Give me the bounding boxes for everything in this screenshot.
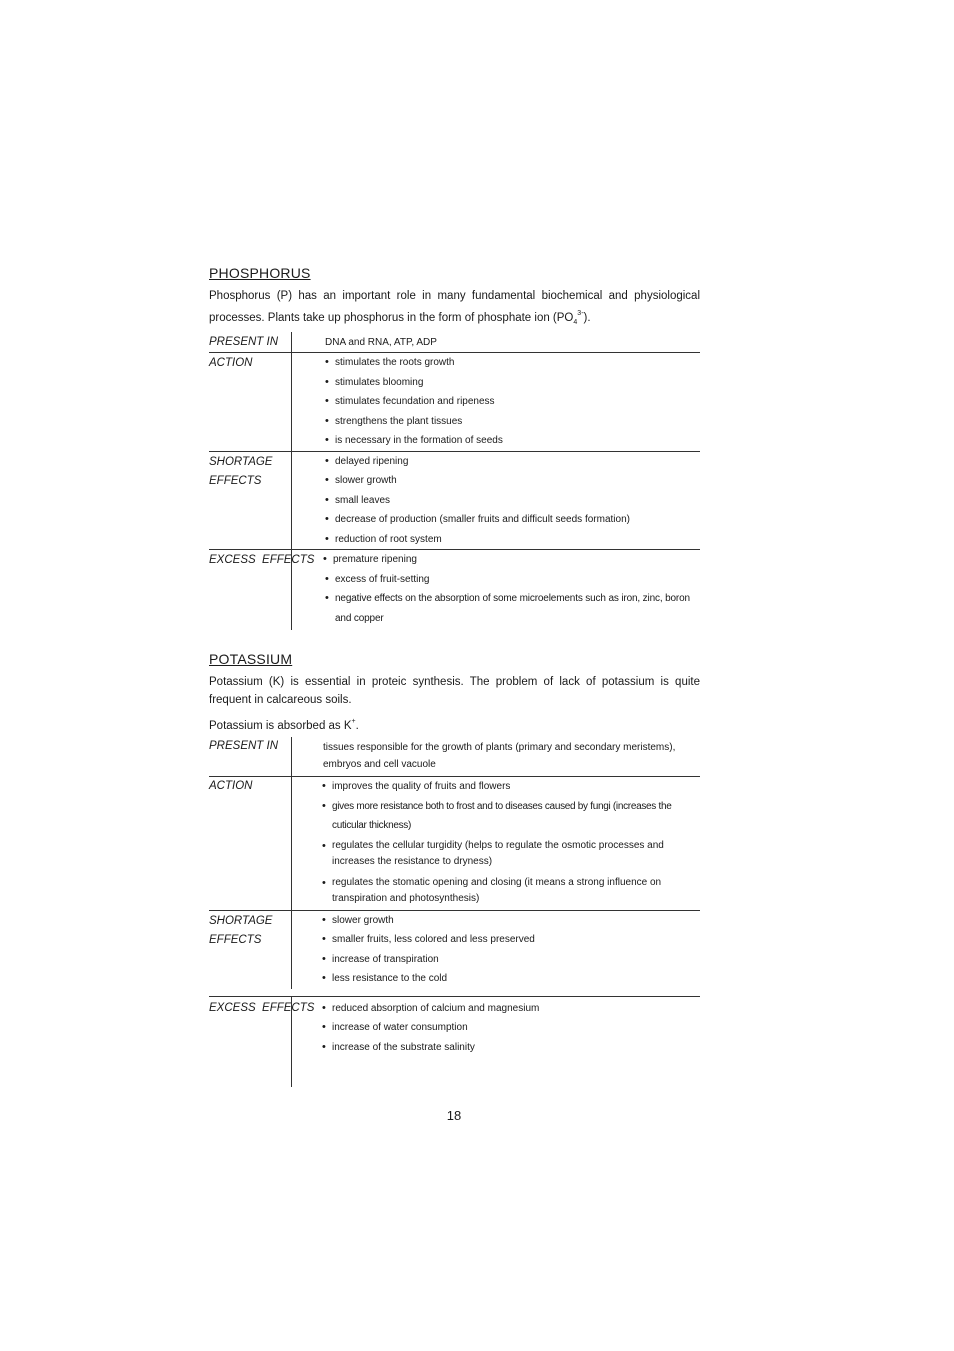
list-item: • increase of transpiration — [322, 950, 700, 970]
bullet-icon: • — [325, 513, 329, 525]
bullet-icon: • — [325, 572, 329, 585]
list-item: • increase of water consumption — [322, 1018, 700, 1038]
potassium-table — [209, 737, 700, 1087]
table-row — [209, 737, 700, 777]
bullet-icon: • — [323, 553, 327, 565]
table-row — [209, 777, 700, 911]
bullet-icon: • — [322, 1001, 326, 1014]
list-item: • slower growth — [325, 471, 700, 491]
bullet-icon: • — [322, 780, 326, 792]
bullet-icon: • — [322, 876, 326, 889]
list-item: • slower growth — [322, 911, 700, 931]
list-item: • negative effects on the absorption of some microelements such as iron, zinc, boron and copper — [323, 589, 700, 628]
bullet-icon: • — [325, 454, 329, 467]
list-item: • stimulates fecundation and ripeness — [325, 392, 700, 412]
list-item: • decrease of production (smaller fruits and difficult seeds formation) — [325, 510, 700, 530]
list-item: • stimulates blooming — [325, 373, 700, 393]
list-item: • regulates the stomatic opening and closing (it means a strong influence on transpiration and photosynthesis) — [322, 873, 700, 910]
row-label-present-in: PRESENT IN — [209, 336, 279, 348]
bullet-icon: • — [325, 395, 329, 407]
list-item: • increase of the substrate salinity — [322, 1038, 700, 1058]
bullet-icon: • — [325, 592, 329, 604]
table-row — [209, 911, 700, 997]
row-label-action: ACTION — [209, 780, 253, 792]
bullet-icon: • — [322, 1040, 326, 1053]
list-item: • delayed ripening — [325, 452, 700, 472]
phosphorus-section — [209, 265, 700, 630]
bullet-icon: • — [322, 972, 326, 984]
bullet-icon: • — [325, 532, 329, 545]
present-in-value: DNA and RNA, ATP, ADP — [325, 337, 437, 348]
bullet-icon: • — [325, 434, 329, 446]
bullet-icon: • — [325, 356, 329, 368]
list-item: • premature ripening — [323, 550, 700, 570]
table-row — [209, 997, 700, 1087]
bullet-icon: • — [325, 493, 329, 506]
list-item: • strengthens the plant tissues — [325, 412, 700, 432]
bullet-icon: • — [322, 839, 326, 852]
phosphorus-intro: Phosphorus (P) has an important role in many fundamental biochemical and physiological processes. Plants take up phosphorus in the form of phosphate ion $(PO_4^{3-})$. — [209, 290, 700, 326]
page-number: 18 — [446, 1108, 462, 1123]
row-label-action: ACTION — [209, 357, 253, 369]
potassium-section — [209, 651, 700, 1087]
list-item: • small leaves — [325, 491, 700, 511]
present-in-value: tissues responsible for the growth of plants (primary and secondary meristems), embryos and cell vacuole — [323, 742, 676, 770]
list-item: • improves the quality of fruits and flowers — [322, 777, 700, 797]
list-item: • smaller fruits, less colored and less preserved — [322, 930, 700, 950]
phosphorus-title: PHOSPHORUS — [209, 265, 311, 281]
table-row — [209, 332, 700, 353]
phosphorus-table — [209, 332, 700, 630]
potassium-absorbed: Potassium is absorbed as K+. — [209, 718, 359, 732]
row-label-excess-effects: EXCESS EFFECTS — [209, 554, 315, 566]
table-row — [209, 353, 700, 452]
table-row — [209, 550, 700, 630]
list-item: • is necessary in the formation of seeds — [325, 431, 700, 451]
list-item: • reduction of root system — [325, 530, 700, 550]
bullet-icon: • — [325, 375, 329, 388]
table-row — [209, 452, 700, 551]
row-label-present-in: PRESENT IN — [209, 740, 279, 752]
bullet-icon: • — [325, 414, 329, 427]
bullet-icon: • — [322, 799, 326, 812]
bullet-icon: • — [325, 474, 329, 486]
list-item: • gives more resistance both to frost and to diseases caused by fungi (increases the cuticular thickness) — [322, 797, 700, 836]
potassium-title: POTASSIUM — [209, 651, 293, 667]
list-item: • stimulates the roots growth — [325, 353, 700, 373]
list-item: • less resistance to the cold — [322, 969, 700, 989]
bullet-icon: • — [322, 913, 326, 926]
row-label-shortage-effects: SHORTAGE EFFECTS — [209, 455, 273, 487]
bullet-icon: • — [322, 1021, 326, 1033]
row-label-excess-effects: EXCESS EFFECTS — [209, 1001, 315, 1014]
bullet-icon: • — [322, 933, 326, 945]
potassium-intro: Potassium (K) is essential in proteic synthesis. The problem of lack of potassium is quite frequent in calcareous soils. — [209, 676, 700, 706]
bullet-icon: • — [322, 952, 326, 965]
list-item: • excess of fruit-setting — [323, 570, 700, 590]
list-item: • regulates the cellular turgidity (helps to regulate the osmotic processes and increases the resistance to dryness) — [322, 836, 700, 873]
list-item: • reduced absorption of calcium and magnesium — [322, 999, 700, 1019]
row-label-shortage-effects: SHORTAGE EFFECTS — [209, 914, 273, 946]
